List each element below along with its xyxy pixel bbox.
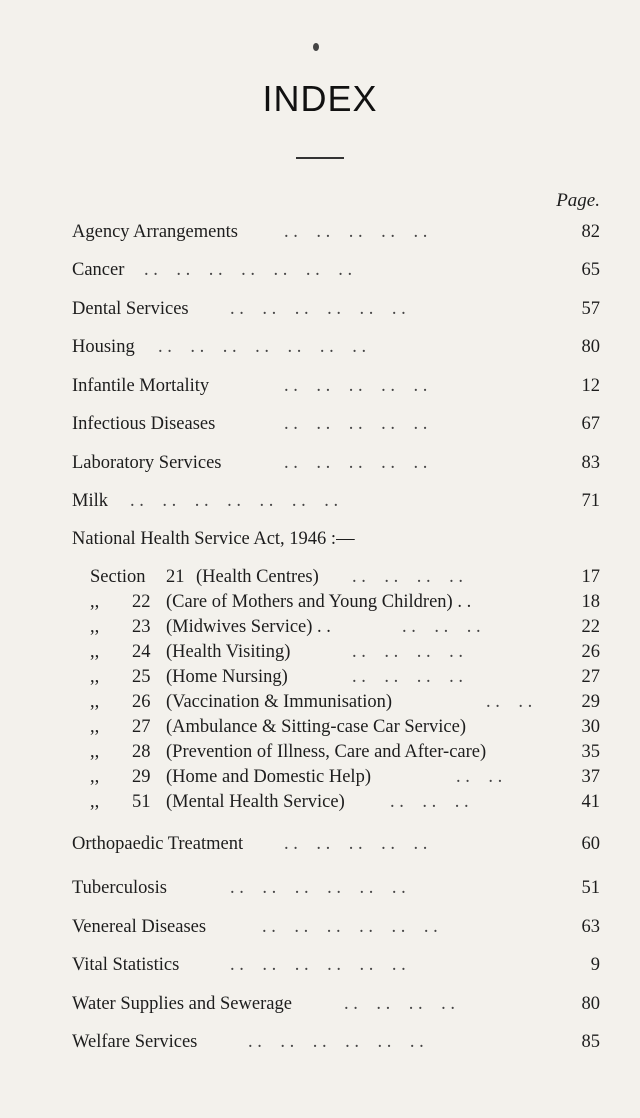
section-description: (Vaccination & Immunisation): [166, 692, 393, 712]
title-rule: [296, 157, 344, 159]
ditto-mark: ,,: [90, 792, 100, 812]
page-title: INDEX: [262, 78, 378, 119]
entry-page: 65: [581, 260, 600, 280]
section-description: (Care of Mothers and Young Children) . .: [166, 592, 472, 612]
dot-leader: . . . . . . . .: [352, 642, 463, 662]
section-number: 21: [166, 567, 185, 587]
ditto-mark: ,,: [90, 642, 100, 662]
index-entry: [72, 373, 600, 399]
ditto-mark: ,,: [90, 667, 100, 687]
section-description: (Health Visiting): [166, 642, 291, 662]
entry-label: Water Supplies and Sewerage: [72, 994, 292, 1014]
ditto-mark: ,,: [90, 742, 100, 762]
section-page: 17: [581, 567, 600, 587]
dot-leader: . . . . . . . . . . . .: [262, 917, 438, 937]
section-description: (Health Centres): [196, 567, 319, 587]
index-entry: [72, 296, 600, 322]
dot-leader: . . . .: [456, 767, 503, 787]
dot-leader: . . . . . . . . . .: [284, 453, 428, 473]
section-page: 26: [581, 642, 600, 662]
section-entry: [90, 764, 600, 790]
section-page: 37: [581, 767, 600, 787]
section-page: 27: [581, 667, 600, 687]
section-description: (Prevention of Illness, Care and After-care): [166, 742, 487, 762]
entry-page: 82: [581, 222, 600, 242]
section-entry: [90, 714, 600, 740]
section-page: 35: [581, 742, 600, 762]
section-description: (Home and Domestic Help): [166, 767, 371, 787]
entry-label: Dental Services: [72, 299, 189, 319]
index-entry: [72, 411, 600, 437]
section-entry: [90, 789, 600, 815]
dot-leader: . . . . . . . . . . . .: [230, 299, 406, 319]
dot-leader: . . . .: [486, 692, 533, 712]
section-marker: Section: [90, 567, 146, 587]
index-entry: [72, 952, 600, 978]
section-page: 29: [581, 692, 600, 712]
section-number: 25: [132, 667, 151, 687]
section-entry: [90, 639, 600, 665]
section-page: 30: [581, 717, 600, 737]
ditto-mark: ,,: [90, 692, 100, 712]
entry-label: Cancer: [72, 260, 125, 280]
entry-label: Agency Arrangements: [72, 222, 238, 242]
dot-leader: . . . . . . . . . .: [284, 376, 428, 396]
dot-leader: . . . . . . . . . . . .: [248, 1032, 424, 1052]
index-entry: [72, 450, 600, 476]
section-entry: [90, 739, 600, 765]
section-entry: [90, 564, 600, 590]
entry-page: 85: [581, 1032, 600, 1052]
entry-label: Orthopaedic Treatment: [72, 834, 244, 854]
section-description: (Midwives Service) . .: [166, 617, 331, 637]
index-entry: [72, 914, 600, 940]
entry-label: Vital Statistics: [72, 955, 180, 975]
section-description: (Home Nursing): [166, 667, 288, 687]
dot-leader: . . . . . . . . . .: [284, 414, 428, 434]
section-description: (Mental Health Service): [166, 792, 345, 812]
section-page: 18: [581, 592, 600, 612]
section-number: 22: [132, 592, 151, 612]
ditto-mark: ,,: [90, 767, 100, 787]
section-number: 26: [132, 692, 151, 712]
section-number: 28: [132, 742, 151, 762]
section-entry: [90, 689, 600, 715]
index-entry: [72, 991, 600, 1017]
index-entry: [72, 334, 600, 360]
entry-label: Infectious Diseases: [72, 414, 216, 434]
ditto-mark: ,,: [90, 717, 100, 737]
index-entry: [72, 219, 600, 245]
ink-dot: [313, 43, 319, 51]
dot-leader: . . . . . . . . . .: [284, 834, 428, 854]
dot-leader: . . . . . . . .: [344, 994, 455, 1014]
dot-leader: . . . . . . . . . . . . . .: [158, 337, 367, 357]
section-number: 27: [132, 717, 151, 737]
dot-leader: . . . . . . . .: [352, 667, 463, 687]
dot-leader: . . . . . . . . . . . . . .: [130, 491, 339, 511]
section-entry: [90, 614, 600, 640]
entry-label: Laboratory Services: [72, 453, 222, 473]
act-heading: National Health Service Act, 1946 :—: [72, 529, 355, 549]
section-number: 24: [132, 642, 151, 662]
section-entry: [90, 589, 600, 615]
index-entry: [72, 257, 600, 283]
entry-page: 83: [581, 453, 600, 473]
page-column-heading: Page.: [556, 190, 600, 211]
dot-leader: . . . . . . . . . . . .: [230, 878, 406, 898]
dot-leader: . . . . . .: [402, 617, 481, 637]
dot-leader: . . . . . . . . . . . .: [230, 955, 406, 975]
index-entry: [72, 1029, 600, 1055]
section-entry: [90, 664, 600, 690]
entry-label: Venereal Diseases: [72, 917, 207, 937]
entry-page: 71: [581, 491, 600, 511]
dot-leader: . . . . . . . . . . . . . .: [144, 260, 353, 280]
section-page: 41: [581, 792, 600, 812]
ditto-mark: ,,: [90, 592, 100, 612]
section-description: (Ambulance & Sitting-case Car Service): [166, 717, 467, 737]
entry-page: 67: [581, 414, 600, 434]
dot-leader: . . . . . . . . . .: [284, 222, 428, 242]
index-entry: [72, 488, 600, 514]
index-entry: [72, 875, 600, 901]
entry-label: Milk: [72, 491, 108, 511]
entry-label: Infantile Mortality: [72, 376, 210, 396]
entry-label: Welfare Services: [72, 1032, 198, 1052]
section-number: 23: [132, 617, 151, 637]
entry-page: 57: [581, 299, 600, 319]
section-page: 22: [581, 617, 600, 637]
entry-page: 51: [581, 878, 600, 898]
section-number: 51: [132, 792, 151, 812]
entry-page: 80: [581, 994, 600, 1014]
index-entry: [72, 831, 600, 857]
entry-page: 80: [581, 337, 600, 357]
entry-label: Housing: [72, 337, 135, 357]
entry-page: 63: [581, 917, 600, 937]
dot-leader: . . . . . . . .: [352, 567, 463, 587]
dot-leader: . . . . . .: [390, 792, 469, 812]
entry-page: 60: [581, 834, 600, 854]
entry-page: 9: [590, 955, 600, 975]
ditto-mark: ,,: [90, 617, 100, 637]
entry-label: Tuberculosis: [72, 878, 167, 898]
section-number: 29: [132, 767, 151, 787]
entry-page: 12: [581, 376, 600, 396]
